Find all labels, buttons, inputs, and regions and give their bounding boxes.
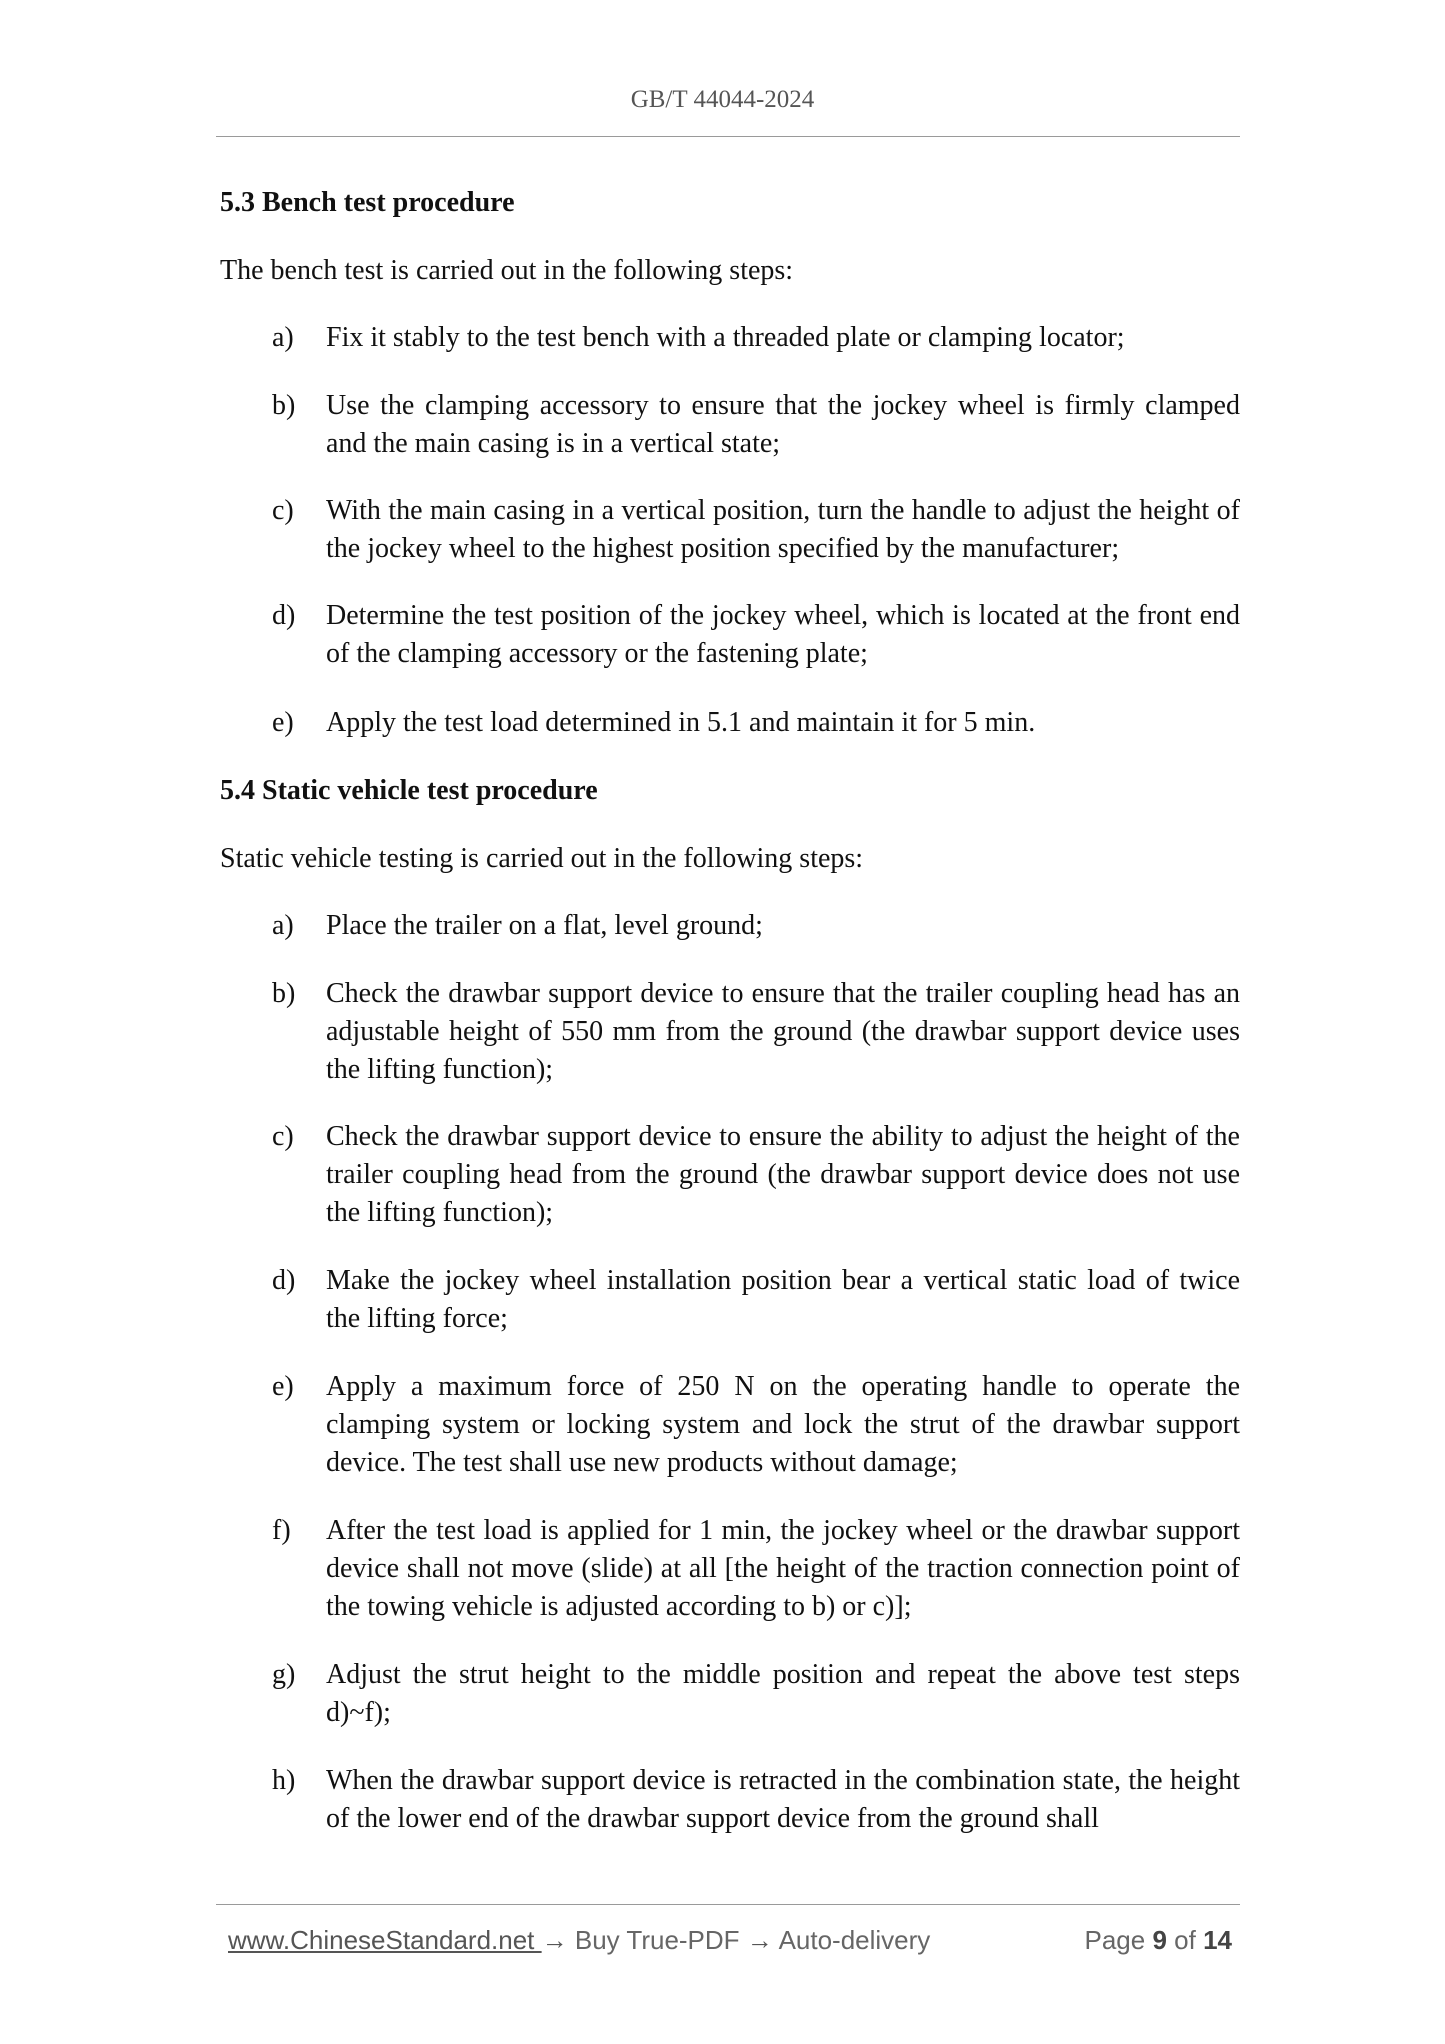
- list-marker: b): [272, 978, 296, 1009]
- list-item-text: When the drawbar support device is retracted in the combination state, the height of the lower end of the drawbar support device from the ground shall: [326, 1765, 1240, 1834]
- list-item-text: Use the clamping accessory to ensure that the jockey wheel is firmly clamped and the main casing is in a vertical state;: [326, 390, 1240, 459]
- list-item-text: Determine the test position of the jockey wheel, which is located at the front end of the clamping accessory or the fastening plate;: [326, 600, 1240, 669]
- section-heading-5-4: 5.4 Static vehicle test procedure: [220, 775, 598, 806]
- list-item-text: Apply a maximum force of 250 N on the operating handle to operate the clamping system or locking system and lock the strut of the drawbar support device. The test shall use new products without damage;: [326, 1371, 1240, 1478]
- auto-delivery-text: Auto-delivery: [772, 1925, 931, 1955]
- section-heading-5-3: 5.3 Bench test procedure: [220, 187, 515, 218]
- section-intro-5-3: The bench test is carried out in the following steps:: [220, 255, 794, 286]
- arrow-right-icon: →: [746, 1925, 773, 1955]
- buy-pdf-text: Buy True-PDF: [567, 1925, 747, 1955]
- list-item-text: Adjust the strut height to the middle position and repeat the above test steps d)~f);: [326, 1659, 1240, 1728]
- list-marker: h): [272, 1765, 296, 1796]
- of-label: of: [1174, 1925, 1196, 1955]
- page-indicator: [1084, 1925, 1232, 1956]
- list-marker: e): [272, 1371, 294, 1402]
- list-marker: c): [272, 1121, 294, 1152]
- list-item-text: After the test load is applied for 1 min, the jockey wheel or the drawbar support device shall not move (slide) at all [the height of the traction connection point of the towing vehicle is adjusted according to b) or c)];: [326, 1515, 1240, 1622]
- footer-divider: [216, 1904, 1240, 1905]
- page-label: Page: [1084, 1925, 1146, 1955]
- list-item-text: Check the drawbar support device to ensure that the trailer coupling head has an adjustable height of 550 mm from the ground (the drawbar support device uses the lifting function);: [326, 978, 1240, 1085]
- page-total: 14: [1203, 1925, 1232, 1955]
- list-marker: b): [272, 390, 296, 421]
- header-divider: [216, 136, 1240, 137]
- list-marker: a): [272, 910, 294, 941]
- list-item-text: With the main casing in a vertical position, turn the handle to adjust the height of the jockey wheel to the highest position specified by the manufacturer;: [326, 495, 1240, 564]
- section-intro-5-4: Static vehicle testing is carried out in the following steps:: [220, 843, 864, 874]
- list-marker: e): [272, 707, 294, 738]
- list-marker: f): [272, 1515, 291, 1546]
- list-item-text: Fix it stably to the test bench with a threaded plate or clamping locator;: [326, 322, 1125, 353]
- list-marker: a): [272, 322, 294, 353]
- list-marker: g): [272, 1659, 296, 1690]
- document-code-header: GB/T 44044-2024: [630, 86, 815, 113]
- list-item-text: Apply the test load determined in 5.1 and maintain it for 5 min.: [326, 707, 1036, 738]
- page-footer: [228, 1925, 1232, 1961]
- list-marker: d): [272, 600, 296, 631]
- list-marker: d): [272, 1265, 296, 1296]
- page-number: 9: [1152, 1925, 1167, 1955]
- list-item-text: Make the jockey wheel installation position bear a vertical static load of twice the lifting force;: [326, 1265, 1240, 1334]
- list-item-text: Check the drawbar support device to ensure the ability to adjust the height of the trailer coupling head from the ground (the drawbar support device does not use the lifting function);: [326, 1121, 1240, 1228]
- arrow-right-icon: →: [541, 1925, 568, 1955]
- list-item-text: Place the trailer on a flat, level ground;: [326, 910, 763, 941]
- website-link[interactable]: www.ChineseStandard.net: [228, 1925, 542, 1955]
- list-marker: c): [272, 495, 294, 526]
